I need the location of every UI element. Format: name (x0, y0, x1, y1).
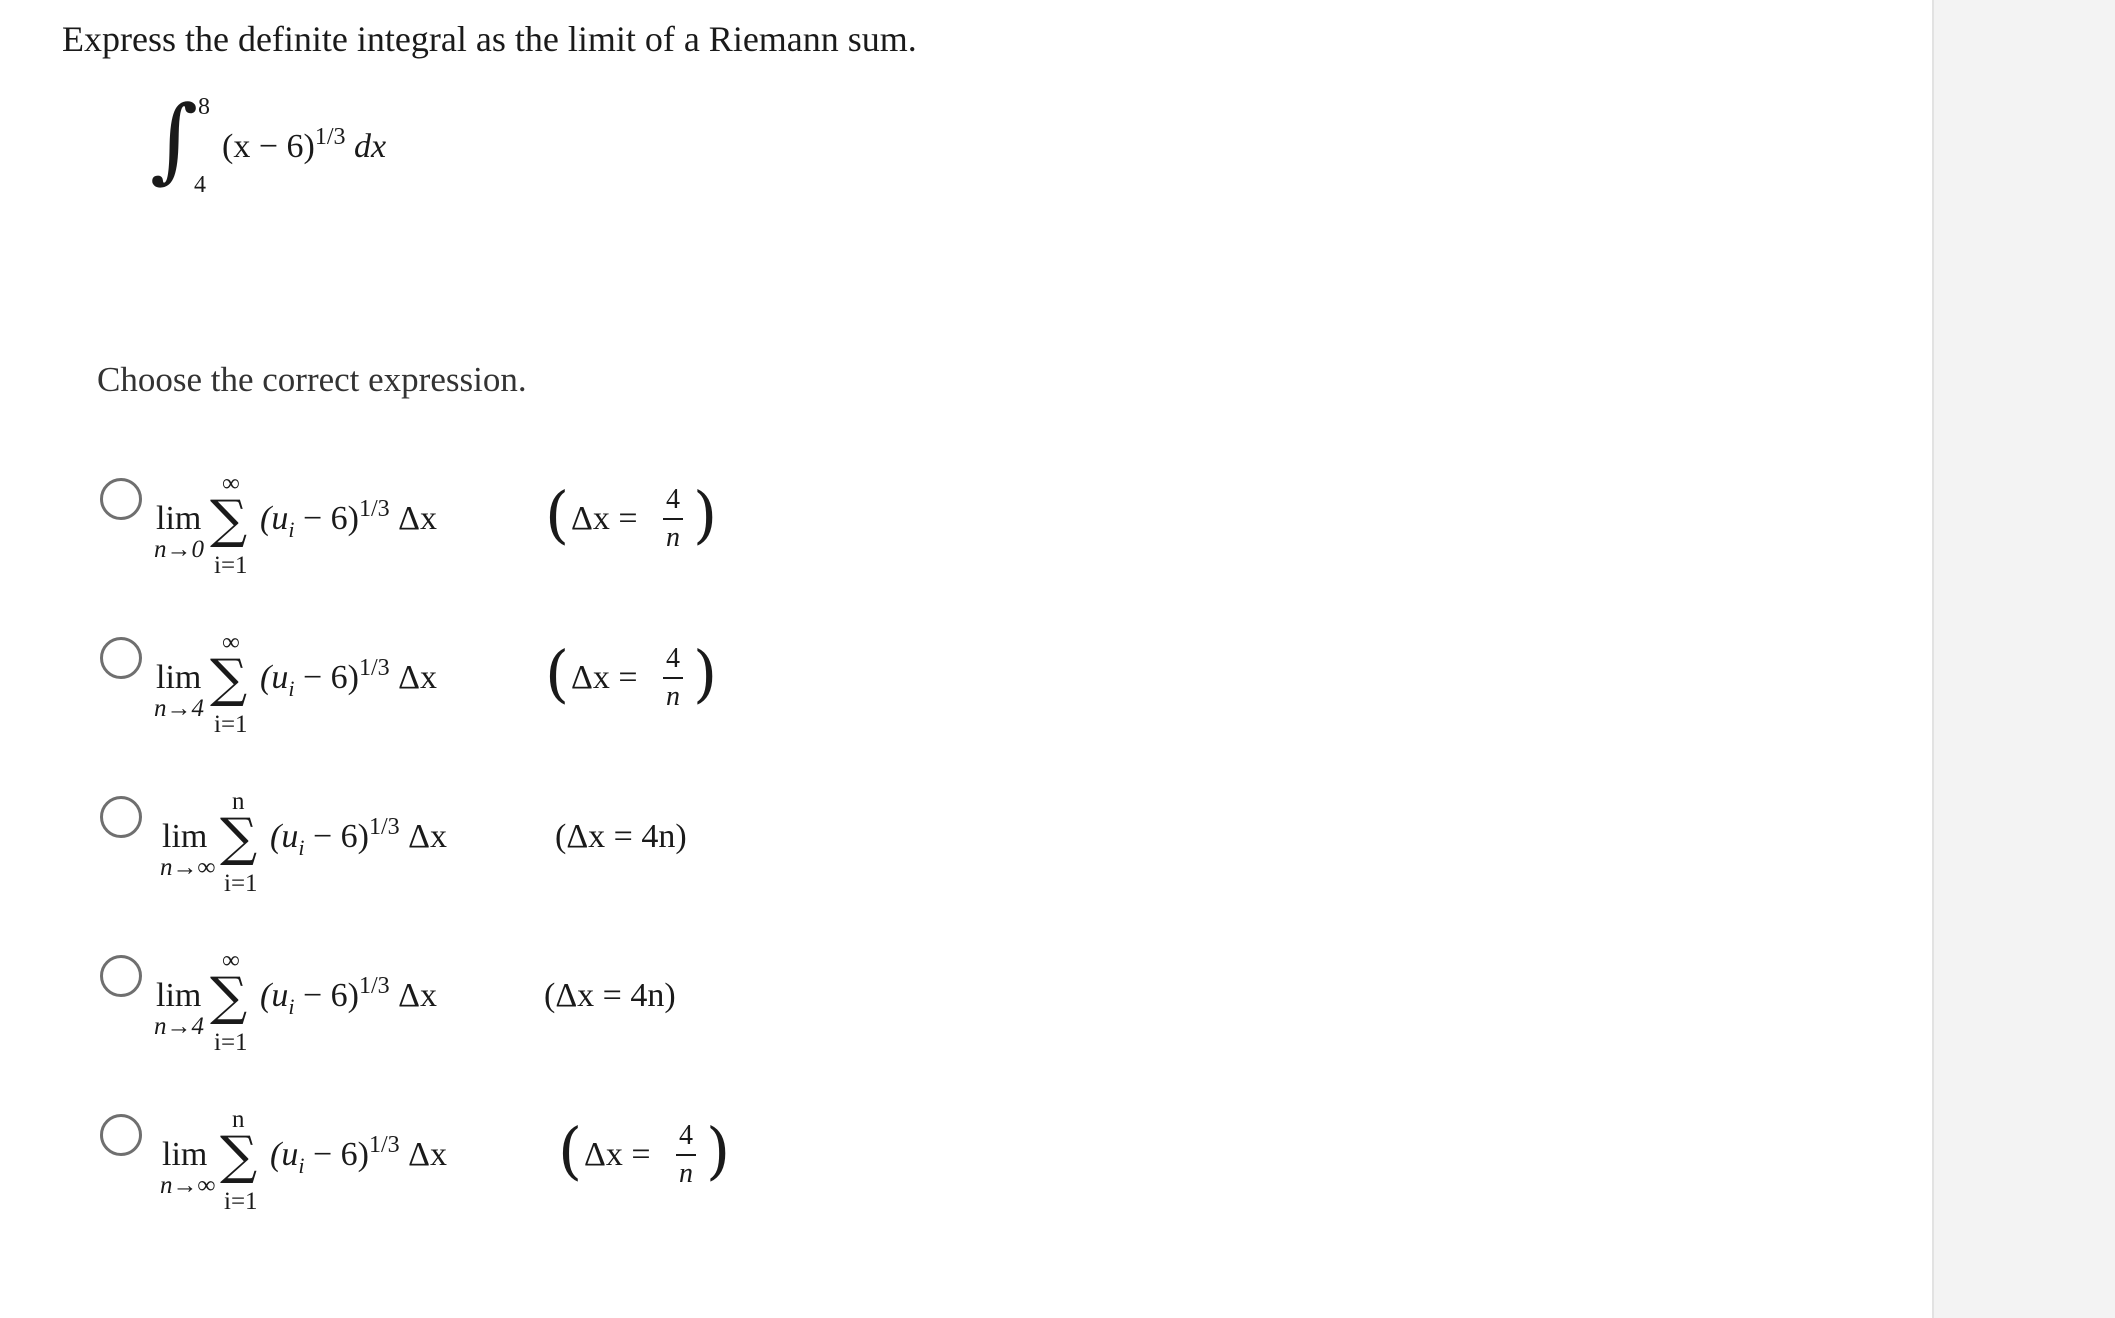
fraction-numerator: 4 (666, 484, 680, 515)
limit-subscript: n→0 (154, 536, 204, 563)
integral-lower-limit: 4 (194, 172, 206, 198)
summand-index: i (298, 834, 305, 860)
sum-lower-limit: i=1 (224, 870, 258, 897)
fraction-numerator: 4 (679, 1120, 693, 1151)
integrand (222, 124, 387, 166)
fraction-bar (663, 518, 683, 520)
fraction-numerator: 4 (666, 643, 680, 674)
limit-operator: lim (162, 818, 208, 855)
delta-x-label: Δx = (584, 1136, 651, 1173)
integrand-base: (x − 6) (222, 128, 315, 165)
sum-lower-limit: i=1 (214, 711, 248, 738)
delta-x-fraction (676, 1122, 696, 1188)
summand-open: (u (260, 659, 289, 696)
sigma-symbol: ∑ (220, 1126, 258, 1186)
fraction-denominator: n (666, 522, 680, 553)
radio-button[interactable] (100, 478, 142, 520)
summand-middle: − 6) (294, 659, 359, 696)
summand-index: i (298, 1152, 305, 1178)
limit-subscript: n→4 (154, 1013, 204, 1040)
limit-operator: lim (156, 500, 202, 537)
delta-x-expression: (Δx = 4n) (555, 818, 687, 855)
summand (260, 655, 437, 702)
sum-upper-limit: n (232, 1106, 245, 1133)
sigma-symbol: ∑ (220, 808, 258, 868)
left-paren: ( (545, 637, 570, 710)
limit-subscript: n→4 (154, 695, 204, 722)
summand (260, 973, 437, 1020)
summand-delta: Δx (408, 818, 447, 855)
summand-open: (u (260, 977, 289, 1014)
limit-operator: lim (156, 659, 202, 696)
fraction-bar (663, 677, 683, 679)
answer-option-1[interactable] (100, 470, 800, 608)
summand-exponent: 1/3 (358, 973, 390, 999)
summand-exponent: 1/3 (368, 814, 400, 840)
sum-lower-limit: i=1 (214, 1029, 248, 1056)
right-paren: ) (693, 478, 718, 551)
integral-upper-limit: 8 (198, 94, 210, 120)
radio-button[interactable] (100, 637, 142, 679)
left-paren: ( (545, 478, 570, 551)
summand-open: (u (270, 818, 299, 855)
summand (270, 814, 447, 861)
delta-x-label: Δx = (571, 659, 638, 696)
summand-delta: Δx (398, 500, 437, 537)
radio-button[interactable] (100, 1114, 142, 1156)
summand-delta: Δx (398, 977, 437, 1014)
sigma-symbol: ∑ (210, 490, 248, 550)
right-paren: ) (706, 1114, 731, 1187)
fraction-denominator: n (666, 681, 680, 712)
radio-button[interactable] (100, 955, 142, 997)
summand-index: i (288, 675, 295, 701)
delta-x-fraction (663, 645, 683, 711)
summand-exponent: 1/3 (368, 1132, 400, 1158)
summand-index: i (288, 993, 295, 1019)
limit-subscript: n→∞ (160, 854, 216, 881)
summand-exponent: 1/3 (358, 655, 390, 681)
question-prompt: Express the definite integral as the limit of a Riemann sum. (62, 19, 917, 59)
delta-x-label: Δx = (571, 500, 638, 537)
summand-open: (u (270, 1136, 299, 1173)
delta-x-expression: (Δx = 4n) (544, 977, 676, 1014)
answer-option-3[interactable] (100, 788, 800, 926)
limit-operator: lim (162, 1136, 208, 1173)
sum-upper-limit: n (232, 788, 245, 815)
left-paren: ( (558, 1114, 583, 1187)
summand (270, 1132, 447, 1179)
integral-sign: ∫ (150, 86, 198, 193)
sigma-symbol: ∑ (210, 967, 248, 1027)
integral-differential: dx (354, 128, 387, 165)
sum-upper-limit: ∞ (222, 947, 240, 974)
sum-upper-limit: ∞ (222, 629, 240, 656)
given-integral (150, 86, 450, 212)
sum-lower-limit: i=1 (224, 1188, 258, 1215)
fraction-denominator: n (679, 1158, 693, 1189)
summand-exponent: 1/3 (358, 496, 390, 522)
summand-middle: − 6) (304, 818, 369, 855)
instruction-text: Choose the correct expression. (97, 360, 527, 399)
limit-operator: lim (156, 977, 202, 1014)
answer-option-2[interactable] (100, 629, 800, 767)
summand-delta: Δx (398, 659, 437, 696)
summand (260, 496, 437, 543)
answer-option-4[interactable] (100, 947, 800, 1085)
integrand-exponent: 1/3 (314, 124, 346, 150)
right-paren: ) (693, 637, 718, 710)
fraction-bar (676, 1154, 696, 1156)
answer-option-5[interactable] (100, 1106, 800, 1244)
summand-middle: − 6) (294, 500, 359, 537)
sum-lower-limit: i=1 (214, 552, 248, 579)
radio-button[interactable] (100, 796, 142, 838)
sum-upper-limit: ∞ (222, 470, 240, 497)
summand-open: (u (260, 500, 289, 537)
delta-x-fraction (663, 486, 683, 552)
summand-middle: − 6) (294, 977, 359, 1014)
limit-subscript: n→∞ (160, 1172, 216, 1199)
summand-index: i (288, 516, 295, 542)
summand-delta: Δx (408, 1136, 447, 1173)
sigma-symbol: ∑ (210, 649, 248, 709)
summand-middle: − 6) (304, 1136, 369, 1173)
